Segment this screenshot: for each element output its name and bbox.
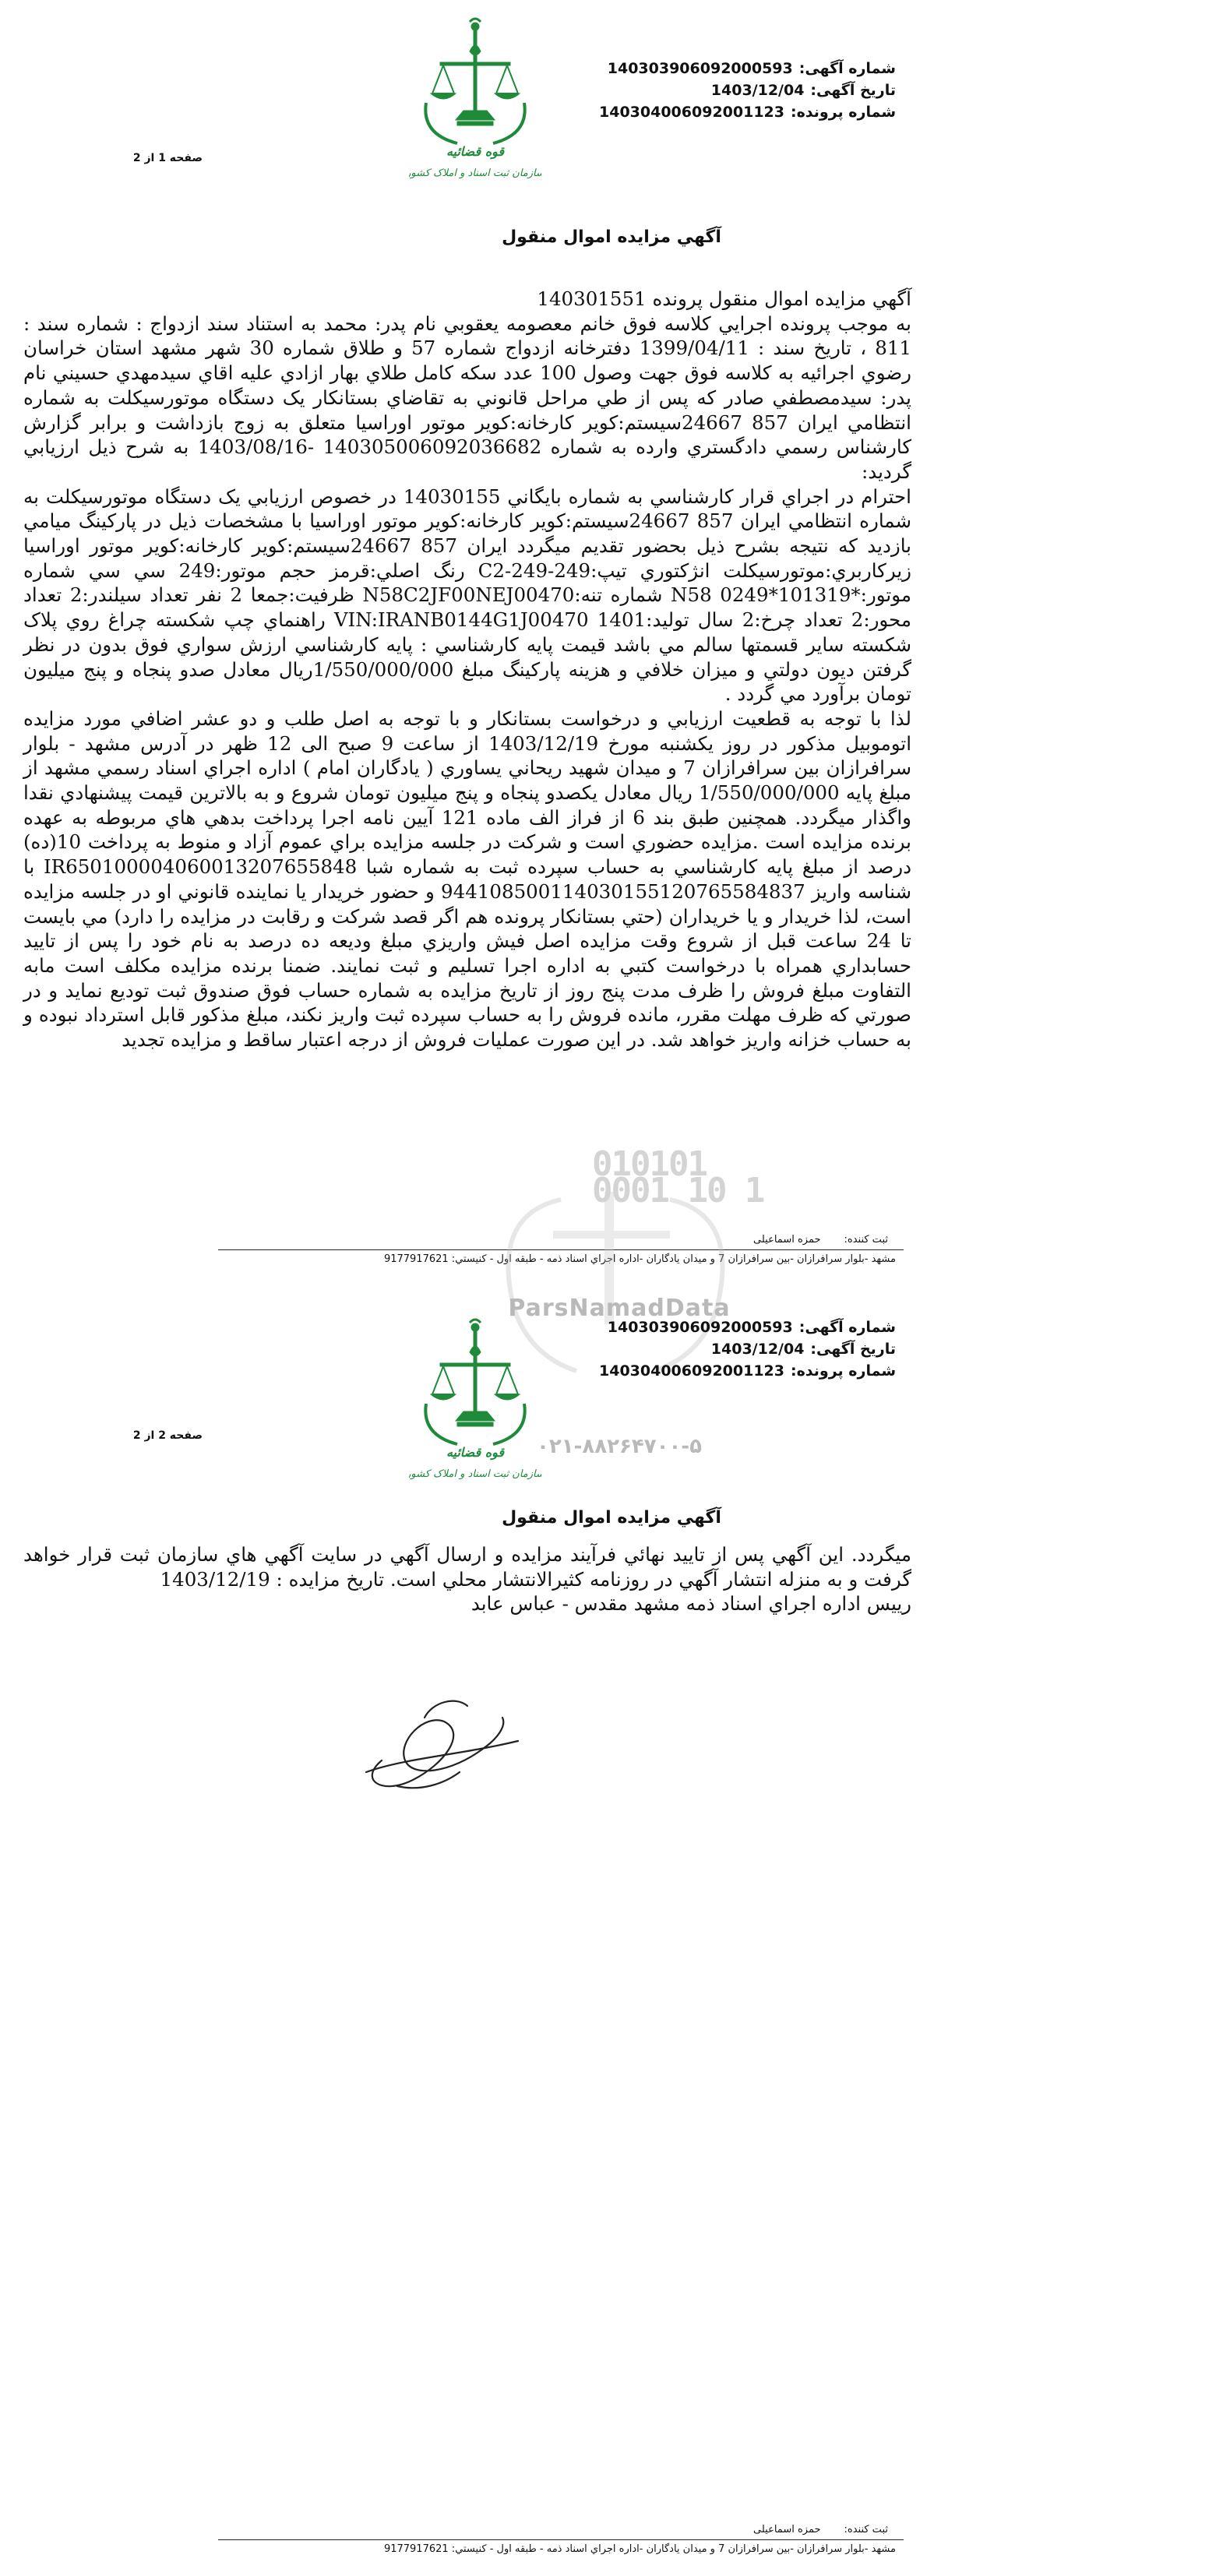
body-paragraph: رييس اداره اجراي اسناد ذمه مشهد مقدس - عباس عابد bbox=[471, 1592, 911, 1616]
office-address: مشهد -بلوار سرافرازان -بين سرافرازان 7 و ميدان يادگاران -اداره اجراي اسناد ذمه - طبقه اول - كنيستي: 9177917621 bbox=[383, 2543, 896, 2555]
notice-page-2 bbox=[0, 1316, 1223, 2576]
handwritten-signature bbox=[351, 1686, 522, 1799]
case-number-label: شماره پرونده: bbox=[790, 104, 896, 121]
case-number-value: 140304006092001123 bbox=[599, 1362, 784, 1380]
registrar-name: حمزه اسماعیلی bbox=[753, 2524, 821, 2535]
registrar-name: حمزه اسماعیلی bbox=[753, 1234, 821, 1246]
notice-body bbox=[23, 1542, 911, 1616]
body-paragraph: به موجب پرونده اجرايي کلاسه فوق خانم معصومه يعقوبي نام پدر: محمد به استناد سند ازدواج : شماره سند : 811 ، تاریخ سند : 1399/04/11 دفترخانه ازدواج شماره 57 و طلاق شماره 30 شهر مشهد استان خراسان رضوي اجرائيه به کلاسه فوق جهت وصول 100 عدد سکه کامل طلاي بهار ازادي عليه اقاي سيدمهدي حسيني نام پدر: سيدمصطفي صادر که پس از طي مراحل قانوني به تقاضاي بستانكار يک دستگاه موتورسيکلت به شماره انتظامي ايران 857 24667سيستم:کوير کارخانه:کوير موتور اوراسيا متعلق به زوج بازداشت و برابر گزارش کارشناس رسمي دادگستري وارده به شماره 140305006092036682 -1403/08/16 به شرح ذيل ارزيابي گرديد: bbox=[23, 312, 912, 483]
office-address: مشهد -بلوار سرافرازان -بين سرافرازان 7 و ميدان يادگاران -اداره اجراي اسناد ذمه - طبقه اول - كنيستي: 9177917621 bbox=[383, 1253, 896, 1265]
watermark-phone: ۰۲۱-۸۸۲۶۴۷۰۰-۵ bbox=[536, 1435, 702, 1458]
page-footer bbox=[203, 1232, 904, 1267]
notice-title: آگهي مزايده اموال منقول bbox=[502, 227, 721, 247]
registrar-label: ثبت کننده: bbox=[844, 2524, 888, 2535]
emblem-caption: قوه قضائیه bbox=[446, 1445, 505, 1460]
ad-number-value: 140303906092000593 bbox=[607, 1319, 793, 1336]
watermark-binary: 010101 0001 10 1 bbox=[592, 1144, 764, 1210]
ad-number-value: 140303906092000593 bbox=[607, 60, 793, 77]
case-number-row bbox=[599, 101, 896, 123]
body-paragraph: آگهي مزايده اموال منقول پرونده 140301551 bbox=[537, 287, 911, 310]
ad-date-row bbox=[615, 1338, 896, 1360]
page-number: صفحه 1 از 2 bbox=[132, 152, 203, 164]
ad-number-label: شماره آگهی: bbox=[798, 60, 896, 77]
judiciary-emblem-logo bbox=[409, 1318, 541, 1488]
notice-title: آگهي مزايده اموال منقول bbox=[502, 1508, 721, 1528]
emblem-org-caption: سازمان ثبت اسناد و املاک کشور bbox=[409, 1468, 541, 1480]
page-number: صفحه 2 از 2 bbox=[132, 1429, 203, 1442]
emblem-caption: قوه قضائیه bbox=[446, 144, 505, 159]
body-paragraph: احترام در اجراي قرار کارشناسي به شماره بايگاني 14030155 در خصوص ارزيابي يک دستگاه موتورسيکلت به شماره انتظامي ايران 857 24667سيستم:کوير کارخانه:کوير موتور اوراسيا با مشخصات ذيل در پارکينگ ميامي بازديد که نتيجه بشرح ذيل بحضور تقديم ميگردد ايران 857 24667سيستم:کوير کارخانه:کوير موتور اوراسيا زيرکاربري:موتورسيکلت انژکتوري تيپ:C2-249-249 رنگ اصلي:قرمز حجم موتور:249 سي سي شماره موتور:*101319*N58 0249 شماره تنه:N58C2JF00NEJ00470 ظرفيت:جمعا 2 نفر تعداد سيلندر:2 تعداد محور:2 تعداد چرخ:2 سال توليد:1401 VIN:IRANB0144G1J00470 راهنماي چپ شکسته چراغ روي پلاک شکسته ساير قسمتها سالم مي باشد قيمت پايه کارشناسي : پايه کارشناسي ارزش سواري فوق بدون در نظر گرفتن ديون دولتي و ميزان خلافي و هزينه پارکينگ مبلغ 1/550/000/000ريال معادل صدو پنجاه و پنج ميليون تومان برآورد مي گردد . bbox=[23, 485, 912, 706]
ad-number-row bbox=[607, 1316, 896, 1338]
case-number-value: 140304006092001123 bbox=[599, 104, 784, 121]
notice-body bbox=[23, 287, 911, 1052]
emblem-org-caption: سازمان ثبت اسناد و املاک کشور bbox=[409, 167, 541, 179]
footer-divider bbox=[218, 1249, 904, 1250]
case-number-row bbox=[599, 1360, 896, 1382]
case-number-label: شماره پرونده: bbox=[790, 1362, 896, 1380]
body-paragraph: ميگردد. اين آگهي پس از تاييد نهائي فرآيند مزايده و ارسال آگهي در سايت آگهي هاي سازمان ثبت قرار خواهد گرفت و به منزله انتشار آگهي در روزنامه کثيرالانتشار محلي است. تاريخ مزايده : 1403/12/19 bbox=[23, 1543, 911, 1591]
registrar bbox=[203, 1232, 904, 1248]
ad-date-value: 1403/12/04 bbox=[710, 82, 805, 99]
ad-number-row bbox=[607, 58, 896, 79]
footer-divider bbox=[218, 2539, 904, 2540]
notice-header-info bbox=[599, 1316, 896, 1382]
judiciary-emblem-logo bbox=[409, 17, 541, 187]
ad-date-label: تاریخ آگهی: bbox=[810, 82, 896, 99]
watermark-brand: ParsNamadData bbox=[508, 1295, 731, 1322]
registrar bbox=[203, 2522, 904, 2538]
page-footer bbox=[203, 2522, 904, 2557]
ad-number-label: شماره آگهی: bbox=[798, 1319, 896, 1336]
notice-header-info bbox=[599, 58, 896, 123]
body-paragraph: لذا با توجه به قطعيت ارزيابي و درخواست بستانكار و با توجه به اصل طلب و دو عشر اضافي مورد مزايده اتوموبيل مذکور در روز يکشنبه مورخ 1403/12/19 از ساعت 9 صبح الی 12 ظهر در آدرس مشهد - بلوار سرافرازان بين سرافرازان 7 و میدان شهید ريحاني يساوري ( يادگاران امام ) اداره اجراي اسناد رسمي مشهد از مبلغ پايه 1/550/000/000 ريال معادل يکصدو پنجاه و پنج ميليون تومان شروع و به بالاترين قيمت پيشنهادي نقدا واگذار ميگردد. همچنين طبق بند 6 از فراز الف ماده 121 آيين نامه اجرا پرداخت بدهي هاي مربوطه به عهده برنده مزايده است .مزايده حضوري است و شرکت در جلسه مزايده براي عموم آزاد و منوط به پرداخت 10(ده) درصد از مبلغ پايه کارشناسي به حساب سپرده ثبت به شماره شبا IR650100004060013207655848 با شناسه واريز 944108500114030155120765584837 و حضور خريدار يا نماينده قانوني او در جلسه مزايده است، لذا خريدار و يا خريداران (حتي بستانكار پرونده هم اگر قصد شرکت و رقابت در مزايده را دارد) مي بايست تا 24 ساعت قبل از شروع وقت مزايده اصل فيش واريزي مبلغ وديعه ده درصد به نام خود را پس از تاييد حسابداري همراه با درخواست کتبي به اداره اجرا تسليم و ثبت نمايند. ضمنا برنده مزايده مکلف است مابه التفاوت مبلغ فروش را ظرف مدت پنج روز از تاريخ مزايده به شماره حساب فوق صندوق ثبت توديع نمايد و در صورتي که ظرف مهلت مقرر، مانده فروش را به حساب سپرده ثبت واريز نکند، مبلغ مذکور قابل استرداد نبوده و به حساب خزانه واريز خواهد شد. در اين صورت عمليات فروش از درجه اعتبار ساقط و مزايده تجديد bbox=[23, 707, 911, 1052]
ad-date-label: تاریخ آگهی: bbox=[810, 1341, 896, 1358]
registrar-label: ثبت کننده: bbox=[844, 1234, 888, 1246]
ad-date-row bbox=[615, 79, 896, 101]
ad-date-value: 1403/12/04 bbox=[710, 1341, 805, 1358]
